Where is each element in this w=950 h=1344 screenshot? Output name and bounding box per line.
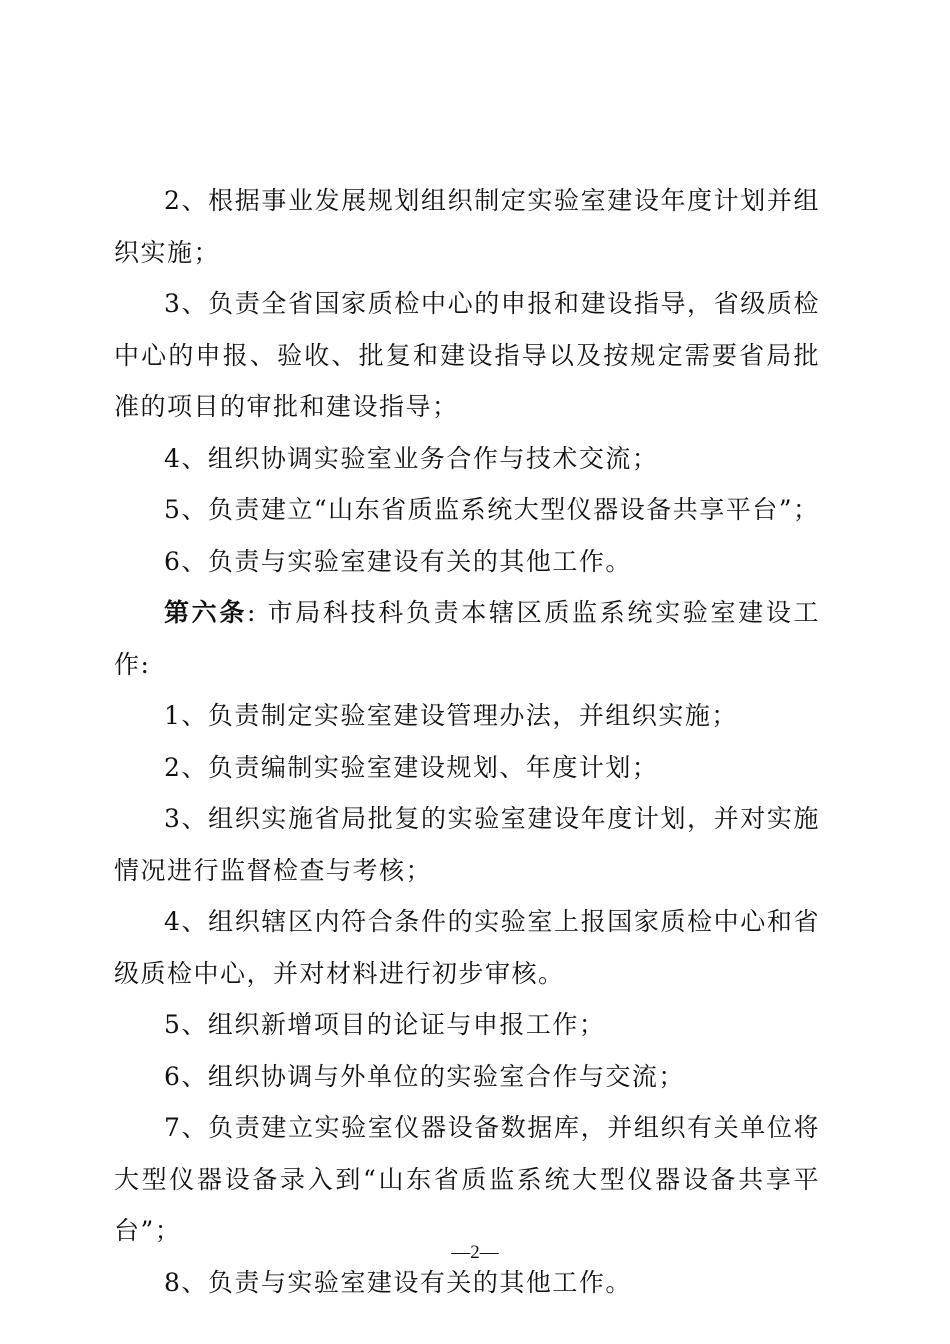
document-body <box>114 175 820 1308</box>
article-six-item-5: 5、组织新增项目的论证与申报工作； <box>164 1010 606 1039</box>
article-six-item-6: 6、组织协调与外单位的实验室合作与交流； <box>164 1061 685 1091</box>
article-six-label: 第六条 <box>164 598 248 627</box>
page-number: —2— <box>451 1242 499 1263</box>
article-six-item-7: 7、负责建立实验室仪器设备数据库，并组织有关单位将大型仪器设备录入到“山东省质监系统大型仪器设备共享平台”； <box>114 1113 820 1245</box>
article-six-heading <box>114 587 820 690</box>
article-six-item-2: 2、负责编制实验室建设规划、年度计划； <box>164 752 659 782</box>
paragraph-item-5: 5、负责建立“山东省质监系统大型仪器设备共享平台”； <box>164 495 820 524</box>
paragraph-item-2: 2、根据事业发展规划组织制定实验室建设年度计划并组织实施； <box>114 186 820 267</box>
article-six-item-1: 1、负责制定实验室建设管理办法，并组织实施； <box>164 701 738 730</box>
article-six-item-3: 3、组织实施省局批复的实验室建设年度计划，并对实施情况进行监督检查与考核； <box>114 804 820 885</box>
paragraph-item-3: 3、负责全省国家质检中心的申报和建设指导，省级质检中心的申报、验收、批复和建设指导以及按规定需要省局批准的项目的审批和建设指导； <box>114 289 820 421</box>
paragraph-item-4: 4、组织协调实验室业务合作与技术交流； <box>164 443 659 473</box>
article-six-text: : 市局科技科负责本辖区质监系统实验室建设工作: <box>114 598 820 679</box>
article-six-item-8: 8、负责与实验室建设有关的其他工作。 <box>164 1267 632 1297</box>
paragraph-item-6: 6、负责与实验室建设有关的其他工作。 <box>164 546 632 576</box>
article-six-item-4: 4、组织辖区内符合条件的实验室上报国家质检中心和省级质检中心，并对材料进行初步审核。 <box>114 907 820 988</box>
